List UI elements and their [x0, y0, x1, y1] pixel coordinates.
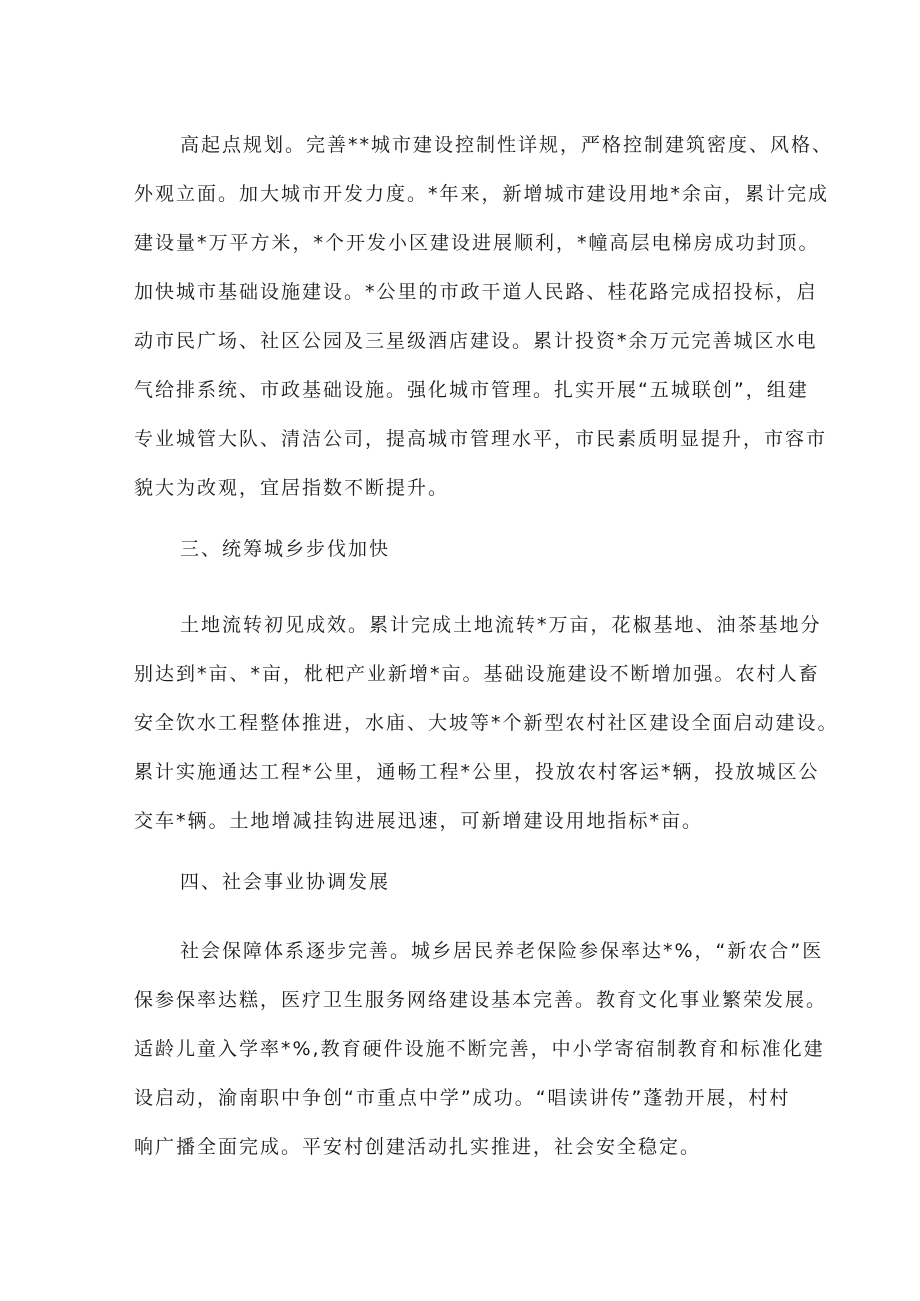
section-heading-text: 三、统筹城乡步伐加快: [180, 538, 391, 560]
paragraph-line: 保参保率达糕，医疗卫生服务网络建设基本完善。教育文化事业繁荣发展。: [134, 989, 828, 1011]
paragraph-line: 专业城管大队、清洁公司，提高城市管理水平，市民素质明显提升，市容市: [134, 428, 828, 450]
paragraph-line: 貌大为改观，宜居指数不断提升。: [134, 477, 450, 499]
paragraph-line: 设启动，渝南职中争创“市重点中学”成功。“唱读讲传”蓬勃开展，村村: [134, 1087, 791, 1109]
paragraph-line: 气给排系统、市政基础设施。强化城市管理。扎实开展“五城联创”，组建: [134, 379, 809, 401]
paragraph-urban-planning: [134, 121, 834, 513]
section-heading-text: 四、社会事业协调发展: [180, 871, 391, 893]
paragraph-line: 高起点规划。完善**城市建设控制性详规，严格控制建筑密度、风格、: [180, 134, 834, 156]
paragraph-line: 社会保障体系逐步完善。城乡居民养老保险参保率达*%，“新农合”医: [180, 940, 824, 962]
paragraph-line: 加快城市基础设施建设。*公里的市政干道人民路、桂花路完成招投标，启: [134, 281, 818, 303]
paragraph-line: 累计实施通达工程*公里，通畅工程*公里，投放农村客运*辆，投放城区公: [134, 761, 820, 783]
paragraph-line: 别达到*亩、*亩，枇杷产业新增*亩。基础设施建设不断增加强。农村人畜: [134, 663, 820, 685]
paragraph-line: 土地流转初见成效。累计完成土地流转*万亩，花椒基地、油茶基地分: [180, 614, 822, 636]
paragraph-urban-rural: [134, 601, 839, 846]
section-heading-4: [134, 858, 814, 907]
section-heading-3: [134, 525, 814, 574]
paragraph-social-affairs: [134, 927, 828, 1172]
paragraph-line: 外观立面。加大城市开发力度。*年来，新增城市建设用地*余亩，累计完成: [134, 183, 830, 205]
paragraph-line: 交车*辆。土地增减挂钩进展迅速，可新增建设用地指标*亩。: [134, 810, 704, 832]
paragraph-line: 动市民广场、社区公园及三星级酒店建设。累计投资*余万元完善城区水电: [134, 330, 818, 352]
paragraph-line: 建设量*万平方米，*个开发小区建设进展顺利，*幢高层电梯房成功封顶。: [134, 232, 820, 254]
paragraph-line: 安全饮水工程整体推进，水庙、大坡等*个新型农村社区建设全面启动建设。: [134, 712, 839, 734]
paragraph-line: 响广播全面完成。平安村创建活动扎实推进，社会安全稳定。: [134, 1136, 702, 1158]
paragraph-line: 适龄儿童入学率*%,教育硬件设施不断完善，中小学寄宿制教育和标准化建: [134, 1038, 825, 1060]
